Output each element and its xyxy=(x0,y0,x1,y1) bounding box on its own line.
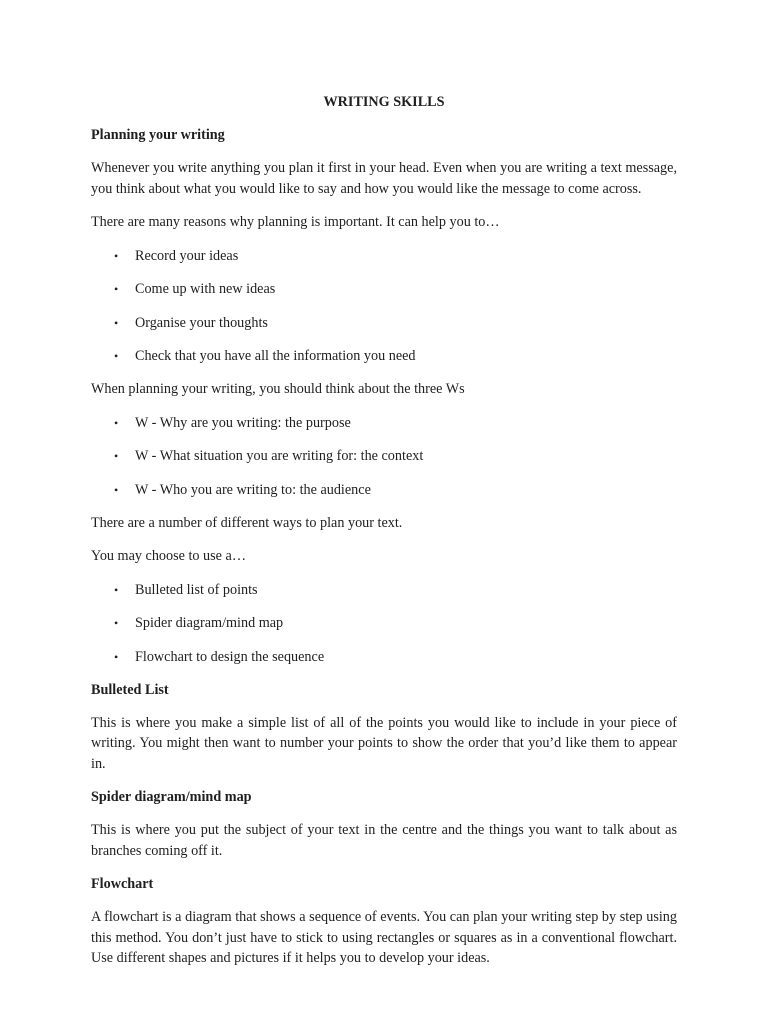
bulleted-list-paragraph: This is where you make a simple list of all of the points you would like to include in your piece of writing. You might then want to number your points to show the order that you’d like them to appear in. xyxy=(91,714,677,772)
bullet-icon: • xyxy=(114,449,119,463)
list-item: • Spider diagram/mind map xyxy=(114,615,284,631)
bullet-icon: • xyxy=(114,649,119,664)
planning-paragraph-4: There are a number of different ways to plan your text. xyxy=(91,514,403,531)
heading-flowchart: Flowchart xyxy=(91,876,154,892)
bullet-icon: • xyxy=(114,248,119,263)
list-item: • Organise your thoughts xyxy=(114,314,268,331)
document-page xyxy=(91,92,677,982)
list-item: • Come up with new ideas xyxy=(114,281,276,297)
heading-bulleted-list: Bulleted List xyxy=(91,681,169,698)
flowchart-paragraph: A flowchart is a diagram that shows a sequence of events. You can plan your writing step by step using this method. You don’t just have to stick to using rectangles or squares as in a conventional flowchart. Use different shapes and pictures if it helps you to develop your ideas. xyxy=(91,909,677,966)
bullet-icon: • xyxy=(114,282,119,296)
planning-paragraph-3: When planning your writing, you should think about the three Ws xyxy=(91,381,465,397)
list-item: • Flowchart to design the sequence xyxy=(114,648,325,665)
bullet-icon: • xyxy=(114,482,119,497)
bullet-icon: • xyxy=(114,415,119,430)
list-item: • Record your ideas xyxy=(114,247,239,264)
list-item: • W - Who you are writing to: the audience xyxy=(114,481,371,498)
list-item: • Check that you have all the information you need xyxy=(114,348,416,364)
planning-paragraph-1: Whenever you write anything you plan it first in your head. Even when you are writing a text message, you think about what you would like to say and how you would like the message to come across. xyxy=(91,160,677,197)
reasons-list xyxy=(91,246,677,367)
bullet-icon: • xyxy=(114,315,119,330)
heading-spider-diagram: Spider diagram/mind map xyxy=(91,789,252,805)
list-item: • Bulleted list of points xyxy=(114,581,258,598)
bullet-icon: • xyxy=(114,616,119,630)
heading-planning: Planning your writing xyxy=(91,127,225,143)
three-ws-list xyxy=(91,413,677,500)
planning-paragraph-2: There are many reasons why planning is important. It can help you to… xyxy=(91,214,500,230)
planning-paragraph-5: You may choose to use a… xyxy=(91,548,247,564)
bullet-icon: • xyxy=(114,349,119,363)
list-item: • W - What situation you are writing for: the context xyxy=(114,448,424,464)
spider-diagram-paragraph: This is where you put the subject of your text in the centre and the things you want to talk about as branches coming off it. xyxy=(91,822,677,859)
methods-list xyxy=(91,580,677,667)
document-title: WRITING SKILLS xyxy=(323,94,445,110)
bullet-icon: • xyxy=(114,582,119,597)
list-item: • W - Why are you writing: the purpose xyxy=(114,414,351,431)
